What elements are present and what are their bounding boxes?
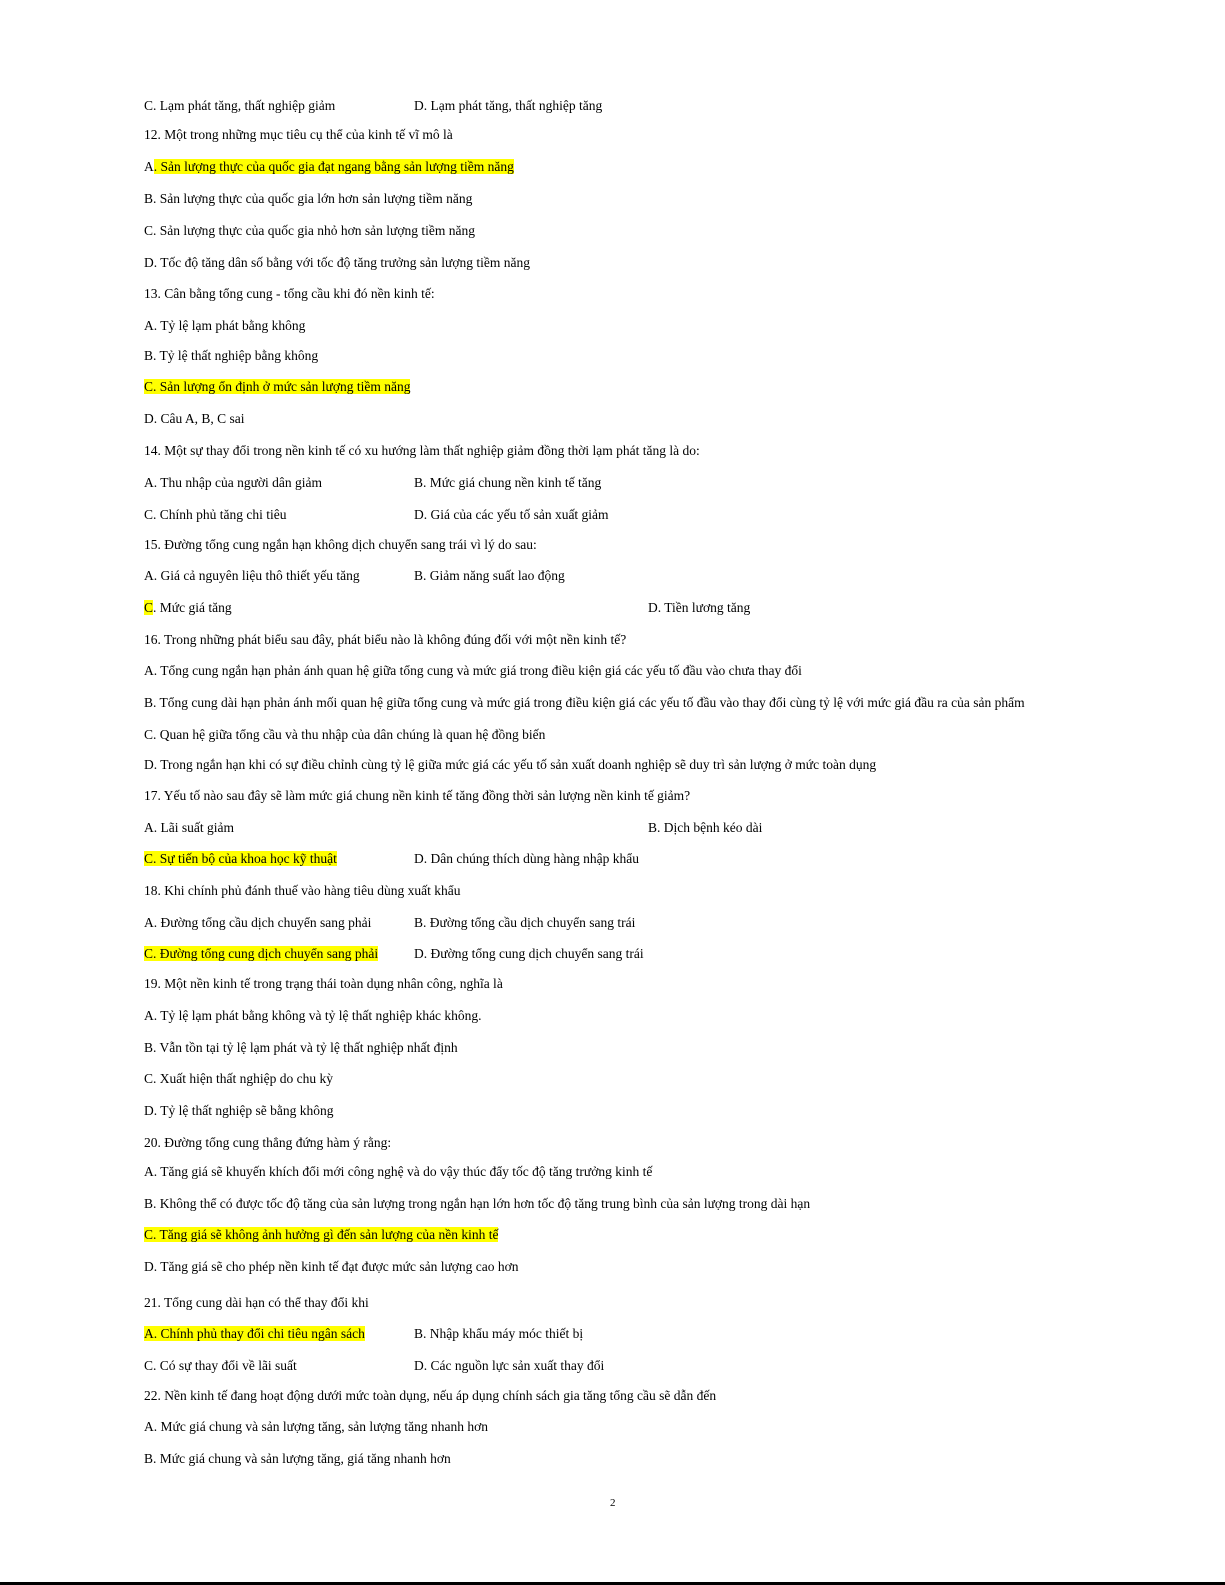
q22-question: 22. Nền kinh tế đang hoạt động dưới mức toàn dụng, nếu áp dụng chính sách gia tăng tổng cầu sẽ dẫn đến	[144, 1388, 717, 1403]
q21-option-c: C. Có sự thay đổi về lãi suất	[144, 1358, 297, 1373]
q13-option-c-highlighted-answer: C. Sản lượng ổn định ở mức sản lượng tiềm năng	[144, 379, 411, 394]
q12-option-b: B. Sản lượng thực của quốc gia lớn hơn sản lượng tiềm năng	[144, 191, 473, 206]
q13-option-c	[144, 377, 410, 397]
q21-option-d: D. Các nguồn lực sản xuất thay đổi	[414, 1358, 605, 1373]
q15-option-a: A. Giá cả nguyên liệu thô thiết yếu tăng	[144, 568, 360, 583]
q18-question: 18. Khi chính phủ đánh thuế vào hàng tiêu dùng xuất khẩu	[144, 883, 461, 898]
q21-option-a	[144, 1324, 365, 1344]
q15-option-b: B. Giảm năng suất lao động	[414, 568, 565, 583]
q15-option-c	[144, 598, 232, 618]
q18-option-b: B. Đường tổng cầu dịch chuyển sang trái	[414, 915, 636, 930]
q14-option-d: D. Giá của các yếu tố sản xuất giảm	[414, 507, 609, 522]
q16-option-c: C. Quan hệ giữa tổng cầu và thu nhập của dân chúng là quan hệ đồng biến	[144, 727, 546, 742]
q18-option-a: A. Đường tổng cầu dịch chuyển sang phải	[144, 915, 372, 930]
q17-option-a: A. Lãi suất giảm	[144, 820, 234, 835]
q22-option-b: B. Mức giá chung và sản lượng tăng, giá tăng nhanh hơn	[144, 1451, 451, 1466]
q14-option-a: A. Thu nhập của người dân giảm	[144, 475, 323, 490]
q21-option-b: B. Nhập khẩu máy móc thiết bị	[414, 1326, 584, 1341]
q19-option-c: C. Xuất hiện thất nghiệp do chu kỳ	[144, 1071, 333, 1086]
q19-option-a: A. Tỷ lệ lạm phát bằng không và tỷ lệ thất nghiệp khác không.	[144, 1008, 482, 1023]
q18-option-c-highlighted-answer: C. Đường tổng cung dịch chuyển sang phải	[144, 946, 379, 961]
q15-question: 15. Đường tổng cung ngắn hạn không dịch chuyển sang trái vì lý do sau:	[144, 537, 537, 552]
q18-option-d: D. Đường tổng cung dịch chuyển sang trái	[414, 946, 644, 961]
q21-option-a-highlighted-answer: A. Chính phủ thay đổi chi tiêu ngân sách	[144, 1326, 365, 1341]
q17-option-d: D. Dân chúng thích dùng hàng nhập khẩu	[414, 851, 639, 866]
q19-option-d: D. Tỷ lệ thất nghiệp sẽ bằng không	[144, 1103, 334, 1118]
q16-option-a: A. Tổng cung ngắn hạn phản ánh quan hệ giữa tổng cung và mức giá trong điều kiện giá các yếu tố đầu vào chưa thay đổi	[144, 663, 802, 678]
q18-option-c	[144, 944, 378, 964]
q12-option-d: D. Tốc độ tăng dân số bằng với tốc độ tăng trưởng sản lượng tiềm năng	[144, 255, 530, 270]
q20-option-d: D. Tăng giá sẽ cho phép nền kinh tế đạt được mức sản lượng cao hơn	[144, 1259, 519, 1274]
q21-question: 21. Tổng cung dài hạn có thể thay đổi khi	[144, 1295, 369, 1310]
q12-option-a-letter: A	[144, 159, 154, 174]
q16-option-b: B. Tổng cung dài hạn phản ánh mối quan hệ giữa tổng cung và mức giá trong điều kiện giá các yếu tố đầu vào thay đổi cùng tỷ lệ với mức giá đầu ra của sản phẩm	[144, 695, 1025, 710]
q15-option-c-text: . Mức giá tăng	[153, 600, 232, 615]
q15-option-d: D. Tiền lương tăng	[648, 600, 751, 615]
q12-option-a	[144, 157, 514, 177]
q14-option-b: B. Mức giá chung nền kinh tế tăng	[414, 475, 602, 490]
q13-option-a: A. Tỷ lệ lạm phát bằng không	[144, 318, 306, 333]
q17-question: 17. Yếu tố nào sau đây sẽ làm mức giá chung nền kinh tế tăng đồng thời sản lượng nền kinh tế giảm?	[144, 788, 691, 803]
q13-option-b: B. Tỷ lệ thất nghiệp bằng không	[144, 348, 319, 363]
q19-option-b: B. Vẫn tồn tại tỷ lệ lạm phát và tỷ lệ thất nghiệp nhất định	[144, 1040, 458, 1055]
q11-option-c: C. Lạm phát tăng, thất nghiệp giảm	[144, 98, 336, 113]
page-number: 2	[610, 1497, 616, 1509]
q14-option-c: C. Chính phủ tăng chi tiêu	[144, 507, 287, 522]
q15-option-c-highlighted-letter: C	[144, 600, 154, 615]
q11-option-d: D. Lạm phát tăng, thất nghiệp tăng	[414, 98, 603, 113]
q13-option-d: D. Câu A, B, C sai	[144, 411, 245, 426]
q17-option-b: B. Dịch bệnh kéo dài	[648, 820, 763, 835]
q12-option-a-highlighted-answer: . Sản lượng thực của quốc gia đạt ngang bằng sản lượng tiềm năng	[153, 159, 514, 174]
q12-question: 12. Một trong những mục tiêu cụ thể của kinh tế vĩ mô là	[144, 127, 453, 142]
q16-option-d: D. Trong ngắn hạn khi có sự điều chỉnh cùng tỷ lệ giữa mức giá các yếu tố sản xuất doanh nghiệp sẽ duy trì sản lượng ở mức toàn dụng	[144, 757, 877, 772]
q17-option-c	[144, 849, 337, 869]
q20-option-b: B. Không thể có được tốc độ tăng của sản lượng trong ngắn hạn lớn hơn tốc độ tăng trung bình của sản lượng trong dài hạn	[144, 1196, 811, 1211]
q13-question: 13. Cân bằng tổng cung - tổng cầu khi đó nền kinh tế:	[144, 286, 435, 301]
q12-option-c: C. Sản lượng thực của quốc gia nhỏ hơn sản lượng tiềm năng	[144, 223, 475, 238]
q20-option-c	[144, 1225, 498, 1245]
q14-question: 14. Một sự thay đổi trong nền kinh tế có xu hướng làm thất nghiệp giảm đồng thời lạm phát tăng là do:	[144, 443, 700, 458]
q17-option-c-highlighted-answer: C. Sự tiến bộ của khoa học kỹ thuật	[144, 851, 337, 866]
q20-question: 20. Đường tổng cung thẳng đứng hàm ý rằng:	[144, 1135, 392, 1150]
q22-option-a: A. Mức giá chung và sản lượng tăng, sản lượng tăng nhanh hơn	[144, 1419, 489, 1434]
q16-question: 16. Trong những phát biểu sau đây, phát biểu nào là không đúng đối với một nền kinh tế?	[144, 632, 627, 647]
q20-option-a: A. Tăng giá sẽ khuyến khích đổi mới công nghệ và do vậy thúc đẩy tốc độ tăng trưởng kinh tế	[144, 1164, 653, 1179]
q19-question: 19. Một nền kinh tế trong trạng thái toàn dụng nhân công, nghĩa là	[144, 976, 503, 991]
q20-option-c-highlighted-answer: C. Tăng giá sẽ không ảnh hưởng gì đến sản lượng của nền kinh tế	[144, 1227, 499, 1242]
